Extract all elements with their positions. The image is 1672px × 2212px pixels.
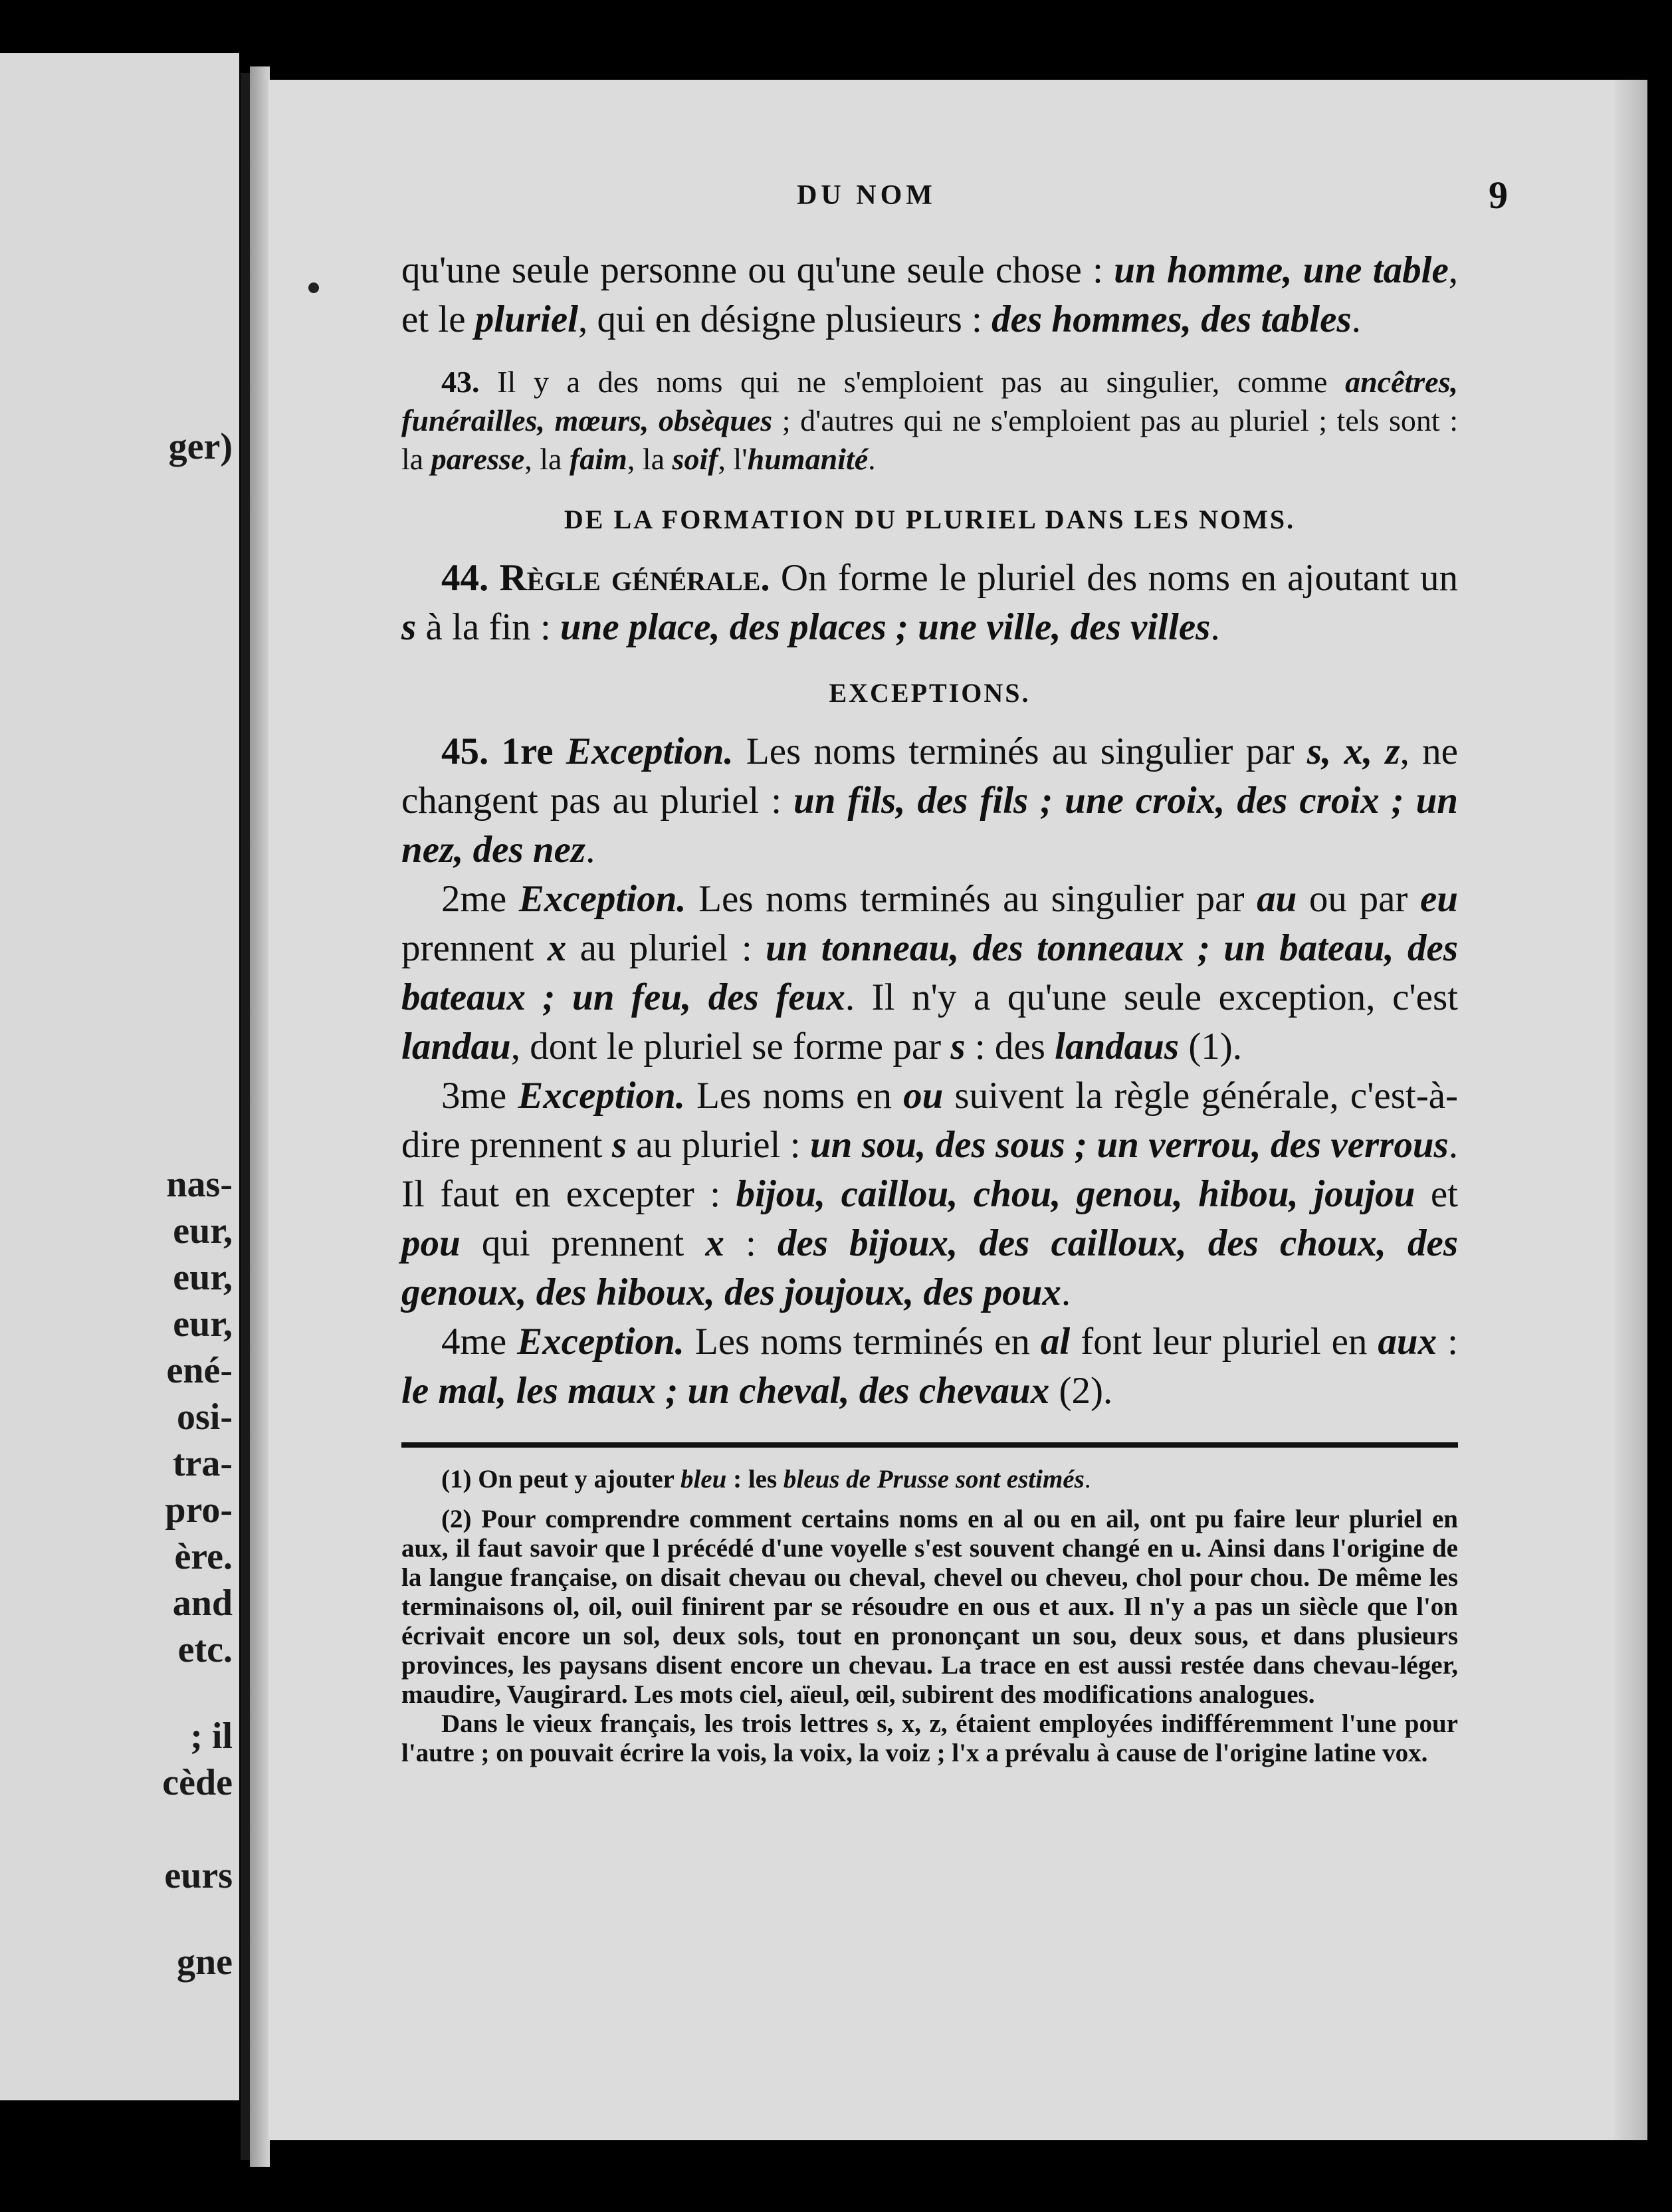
example-text: faim (569, 442, 627, 476)
exception-ordinal: 1re (488, 730, 554, 772)
left-page-fragment: etc. (177, 1629, 233, 1670)
text-run: ; d'autres qui ne s'emploient pas au pluriel ; tels sont : la (401, 403, 1458, 476)
left-page-fragment: ère. (174, 1536, 233, 1577)
text-run: suivent la règle générale, c'est-à-dire prennent (401, 1075, 1458, 1166)
footnote-1 (401, 1465, 1458, 1494)
example-text: landaus (1055, 1026, 1180, 1067)
exception-label: Exception. (553, 730, 734, 772)
paragraph-45 (401, 727, 1458, 875)
page-edge (1614, 80, 1647, 2140)
text-run: . (1351, 298, 1361, 340)
example-text: bijou, caillou, chou, genou, hibou, joujou (736, 1173, 1415, 1215)
exception-label: Exception. (506, 878, 686, 920)
text-run: , l' (718, 442, 748, 476)
text-run: . (1084, 1465, 1091, 1493)
exception-3 (401, 1071, 1458, 1317)
left-page-fragment: ené- (166, 1350, 233, 1391)
text-run: On forme le pluriel des noms en ajoutant un (770, 557, 1458, 599)
text-run: au pluriel : (627, 1124, 810, 1166)
term-text: pluriel (474, 298, 578, 340)
left-page-fragment: osi- (177, 1396, 233, 1438)
text-run: , la (524, 442, 570, 476)
letter-text: x (547, 927, 567, 969)
left-page-fragment: eur, (173, 1303, 233, 1345)
left-page-fragment: and (172, 1583, 233, 1624)
left-page-fragment: ger) (168, 426, 233, 467)
text-run: qui prennent (460, 1222, 706, 1264)
text-run: , ne changent pas au pluriel : (401, 730, 1458, 822)
ink-speck (308, 282, 319, 293)
paragraph-number: 45. (441, 730, 489, 772)
exception-ordinal: 4me (441, 1321, 507, 1363)
text-run: : (1437, 1321, 1458, 1363)
paragraph-continuation (401, 246, 1458, 344)
section-title-plural: DE LA FORMATION DU PLURIEL DANS LES NOMS. (564, 504, 1296, 534)
text-run: . Il faut en excepter : (401, 1124, 1458, 1215)
section-title-exceptions: EXCEPTIONS. (829, 678, 1031, 708)
left-page-fragment: tra- (172, 1443, 233, 1484)
example-text: bleu (680, 1465, 727, 1493)
left-page-fragment: pro- (165, 1490, 233, 1531)
text-run: . (868, 442, 876, 476)
text-run: Les noms terminés au singulier par (733, 730, 1307, 772)
example-text: soif (672, 442, 718, 476)
left-page-fragment: eur, (173, 1257, 233, 1298)
footnote-2: (2) Pour comprendre comment certains noms en al ou en ail, ont pu faire leur pluriel en aux, il faut savoir que l précédé d'une voyelle s'est souvent changé en u. Ainsi dans l'origine de la langue française, on disait chevau ou cheval, chevel ou cheveu, chol pour chou. De même les terminaisons ol, oil, ouil finirent par se résoudre en ous et aux. Il n'y a pas un siècle que l'on écrivait encore un sol, deux sols, tout en prononçant un sou, deux sous, et dans plusieurs provinces, les paysans disent encore un chevau. La trace en est aussi restée dans chevau-léger, maudire, Vaugirard. Les mots ciel, aïeul, œil, subirent des modifications analogues. (401, 1505, 1458, 1709)
example-text: pou (401, 1222, 461, 1264)
paragraph-44 (401, 554, 1458, 652)
example-text: un sou, des sous ; un verrou, des verrous (809, 1124, 1449, 1166)
text-run: , qui en désigne plusieurs : (577, 298, 992, 340)
example-text: bleus de Prusse sont estimés (783, 1465, 1085, 1493)
page-number: 9 (1489, 173, 1508, 217)
text-run: ou par (1297, 878, 1420, 920)
text-run: , et le (401, 249, 1458, 340)
letter-text: aux (1378, 1321, 1437, 1363)
left-facing-page (0, 53, 239, 2100)
text-run: (1) On peut y ajouter (441, 1465, 681, 1493)
left-page-fragment: gne (177, 1941, 233, 1983)
exception-4 (401, 1317, 1458, 1416)
text-run: . (1061, 1272, 1071, 1313)
letter-text: al (1040, 1321, 1071, 1363)
letter-text: s, x, z (1306, 730, 1400, 772)
text-run: au pluriel : (566, 927, 766, 969)
rule-label: Règle générale. (488, 557, 770, 599)
letter-text: eu (1419, 878, 1458, 920)
example-text: des bijoux, des cailloux, des choux, des genoux, des hiboux, des joujoux, des poux (401, 1222, 1459, 1313)
letter-text: s (611, 1124, 627, 1166)
text-run: prennent (401, 927, 548, 969)
text-run: . Il n'y a qu'une seule exception, c'est (845, 976, 1458, 1018)
example-text: le mal, les maux ; un cheval, des chevaux (401, 1370, 1050, 1412)
example-text: landau (401, 1026, 511, 1067)
text-run: : les (726, 1465, 784, 1493)
text-run: Les noms terminés en (684, 1321, 1041, 1363)
letter-text: s (950, 1026, 966, 1067)
example-text: un homme, une table (1114, 249, 1449, 291)
example-text: ancêtres, funérailles, mœurs, obsèques (401, 365, 1458, 437)
text-run: . (1210, 606, 1220, 648)
text-run: (2). (1049, 1370, 1113, 1412)
text-run: : des (965, 1026, 1055, 1067)
letter-text: au (1257, 878, 1297, 920)
example-text: un tonneau, des tonneaux ; un bateau, des bateaux ; un feu, des feux (401, 927, 1459, 1018)
example-text: une place, des places ; une ville, des villes (560, 606, 1211, 648)
letter-text: x (705, 1222, 724, 1264)
book-page (268, 80, 1647, 2140)
exception-2 (401, 875, 1458, 1071)
text-run: Les noms terminés au singulier par (686, 878, 1257, 920)
page-content (401, 246, 1458, 1768)
left-page-fragment: ; il (190, 1715, 233, 1757)
text-run: Il y a des noms qui ne s'emploient pas au singulier, comme (479, 365, 1346, 399)
left-page-fragment: nas- (166, 1164, 233, 1205)
text-run: et (1415, 1173, 1458, 1215)
paragraph-number: 43. (441, 365, 480, 399)
exception-ordinal: 3me (441, 1075, 507, 1117)
left-page-fragment: eur, (173, 1210, 233, 1252)
text-run: Les noms en (685, 1075, 904, 1117)
text-run: font leur pluriel en (1070, 1321, 1378, 1363)
spine-shadow (250, 66, 270, 2167)
text-run: , dont le pluriel se forme par (510, 1026, 951, 1067)
example-text: paresse (431, 442, 525, 476)
text-run: qu'une seule personne ou qu'une seule chose : (401, 249, 1114, 291)
running-head: DU NOM (797, 180, 936, 211)
exception-label: Exception. (506, 1321, 684, 1363)
paragraph-number: 44. (441, 557, 489, 599)
example-text: un fils, des fils ; une croix, des croix ; un nez, des nez (401, 780, 1458, 871)
footnote-rule (401, 1442, 1458, 1448)
left-page-fragment: cède (162, 1762, 233, 1803)
text-run: à la fin : (416, 606, 561, 648)
left-page-fragment: eurs (164, 1855, 233, 1896)
text-run: , la (627, 442, 673, 476)
text-run: (1). (1179, 1026, 1243, 1067)
gutter-line (241, 73, 250, 2160)
example-text: des hommes, des tables (992, 298, 1352, 340)
footnote-2-continued: Dans le vieux français, les trois lettres s, x, z, étaient employées indifféremment l'une pour l'autre ; on pouvait écrire la vois, la voix, la voiz ; l'x a prévalu à cause de l'origine latine vox. (401, 1710, 1458, 1767)
letter-text: s (401, 606, 417, 648)
text-run: : (724, 1222, 778, 1264)
text-run: . (585, 829, 595, 871)
exception-ordinal: 2me (441, 878, 507, 920)
letter-text: ou (903, 1075, 944, 1117)
exception-label: Exception. (506, 1075, 685, 1117)
paragraph-43 (401, 363, 1458, 479)
example-text: humanité (747, 442, 869, 476)
